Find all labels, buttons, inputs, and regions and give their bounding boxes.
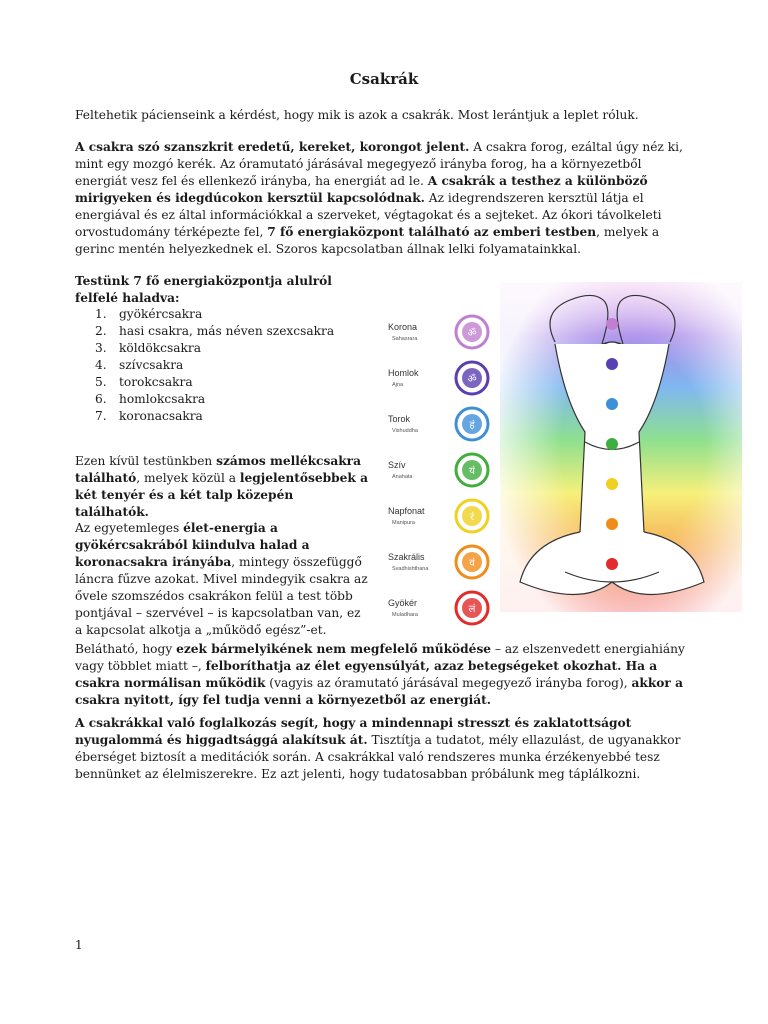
list-item	[95, 306, 334, 323]
chakra-name: Homlok	[388, 368, 419, 378]
chakra-symbols	[388, 316, 488, 624]
chakra-name: Korona	[388, 322, 418, 332]
bold-text: ezek bármelyikének nem megfelelő működése	[176, 642, 492, 656]
body-chakra-dot	[606, 558, 618, 570]
chakra-glyph: रं	[469, 512, 475, 523]
secondary-chakra-paragraph	[75, 453, 370, 521]
list-number: 1.	[95, 307, 107, 321]
list-label: koronacsakra	[119, 409, 203, 423]
bold-text: A csakrák a testhez a különböző mirigyeken és idegdúcokon kersztül kapcsolódnak.	[75, 174, 648, 205]
text-run: Ezen kívül testünkben	[75, 454, 217, 469]
chakra-row	[388, 362, 488, 394]
chakra-meditation-illustration	[380, 282, 742, 618]
bold-text: akkor a csakra nyitott, így fel tudja venni a környezetből az energiát.	[75, 676, 683, 707]
body-chakra-dot	[606, 518, 618, 530]
chakra-row	[388, 408, 488, 440]
chakra-name: Szív	[388, 460, 406, 470]
list-item	[95, 391, 334, 408]
chakra-sanskrit-name: Anahata	[392, 474, 413, 480]
list-item	[95, 357, 334, 374]
text-run: A csakra forog, ezáltal úgy néz ki, mint egy mozgó kerék. Az óramutató járásával megegyező irányba forog, ha a környezetből energiát vesz fel és ellenkező irányba, ha energiát ad le.	[75, 140, 683, 188]
benefits-paragraph	[75, 715, 697, 783]
list-label: szívcsakra	[119, 358, 184, 372]
bold-text: A csakra szó szanszkrit eredetű, kereket, korongot jelent.	[75, 140, 470, 154]
text-run: Belátható, hogy	[75, 642, 177, 656]
chakra-name: Napfonat	[388, 506, 425, 516]
body-chakra-dot	[606, 478, 618, 490]
list-item	[95, 323, 334, 340]
body-chakra-dot	[606, 358, 618, 370]
text-run: – az elszenvedett energiahiány vagy többlet miatt –,	[75, 642, 685, 673]
bold-text: 7 fő energiaközpont található az emberi testben	[267, 225, 597, 239]
chakra-glyph: ॐ	[467, 374, 477, 385]
list-number: 4.	[95, 358, 107, 372]
chakra-row	[388, 316, 488, 348]
chakra-glyph: वं	[469, 558, 475, 569]
list-number: 2.	[95, 324, 107, 338]
chakra-row	[388, 592, 488, 624]
chakra-glyph: लं	[468, 604, 476, 615]
list-label: köldökcsakra	[119, 341, 201, 355]
chakra-sanskrit-name: Ajna	[392, 382, 404, 388]
life-energy-paragraph	[75, 520, 370, 639]
text-run: Tisztítja a tudatot, mély ellazulást, de ugyanakkor éberséget biztosít a meditációk során. A csakrákkal való rendszeres munka érzékenyebbé tesz bennünket az élelmiszerekre. Ez azt jelenti, hogy tudatosabban próbálunk meg táplálkozni.	[75, 733, 681, 781]
page-title: Csakrák	[349, 70, 419, 88]
text-run: Az idegrendszeren kersztül látja el energiával és ez által információkkal a szerveket, végtagokat és a sejteket. Az ókori távolkeleti orvostudomány térképezte fel,	[75, 191, 662, 239]
list-item	[95, 340, 334, 357]
chakra-row	[388, 546, 488, 578]
list-number: 3.	[95, 341, 107, 355]
body-chakra-dot	[606, 318, 618, 330]
chakra-row	[388, 500, 488, 532]
chakra-sanskrit-name: Muladhara	[392, 612, 418, 618]
text-run: , mintegy összefüggő láncra fűzve azokat. Mivel mindegyik csakra az ővele szomszédos csakrákon felül a test több pontjával – szervével – is kapcsolatban van, ez a kapcsolat alkotja a „működő egész”-et.	[75, 555, 368, 638]
chakra-row	[388, 454, 488, 486]
bold-text: legjelentősebbek a két tenyér és a két talp közepén találhatók.	[75, 471, 368, 520]
bold-text: A csakrákkal való foglalkozás segít, hogy a mindennapi stresszt és zaklatottságot nyugalommá és higgadtsággá alakítsuk át.	[75, 716, 632, 747]
list-label: torokcsakra	[119, 375, 193, 389]
chakra-name: Gyökér	[388, 598, 418, 608]
body-chakra-dot	[606, 438, 618, 450]
chakra-glyph: ॐ	[467, 328, 477, 339]
list-label: gyökércsakra	[119, 307, 203, 321]
balance-paragraph	[75, 641, 697, 709]
intro-paragraph: Feltehetik pácienseink a kérdést, hogy mik is azok a csakrák. Most lerántjuk a leplet róluk.	[75, 108, 639, 122]
chakra-name: Szakrális	[388, 552, 425, 562]
list-label: homlokcsakra	[119, 392, 206, 406]
text-run: , melyek a gerinc mentén helyezkednek el. Szoros kapcsolatban állnak lelki folyamatainkkal.	[75, 225, 660, 256]
chakra-glyph: हं	[469, 420, 475, 431]
list-label: hasi csakra, más néven szexcsakra	[119, 324, 335, 338]
body-chakra-dot	[606, 398, 618, 410]
list-number: 7.	[95, 409, 107, 423]
list-item	[95, 408, 334, 425]
bold-text: felboríthatja az élet egyensúlyát, azaz betegségeket okozhat. Ha a csakra normálisan működik	[75, 659, 658, 690]
chakra-sanskrit-name: Svadhishthana	[392, 566, 429, 572]
list-number: 5.	[95, 375, 107, 389]
chakra-name: Torok	[388, 414, 411, 424]
chakra-glyph: यं	[469, 466, 475, 477]
chakra-sanskrit-name: Vishuddha	[392, 428, 418, 434]
definition-paragraph	[75, 139, 697, 258]
text-run: (vagyis az óramutató járásával megegyező irányba forog),	[265, 676, 632, 690]
list-item	[95, 374, 334, 391]
text-run: Az egyetemleges	[75, 521, 184, 536]
bold-text: élet-energia a gyökércsakrából kiindulva halad a koronacsakra irányába	[75, 521, 310, 570]
chakra-sanskrit-name: Manipura	[392, 520, 415, 526]
chakra-sanskrit-name: Sahasrara	[392, 336, 418, 342]
list-number: 6.	[95, 392, 107, 406]
list-heading: Testünk 7 fő energiaközpontja alulról felfelé haladva:	[75, 274, 332, 305]
chakra-list	[95, 306, 334, 425]
page-number: 1	[75, 938, 83, 952]
bold-text: számos mellékcsakra található	[75, 454, 361, 486]
text-run: , melyek közül a	[136, 471, 240, 486]
